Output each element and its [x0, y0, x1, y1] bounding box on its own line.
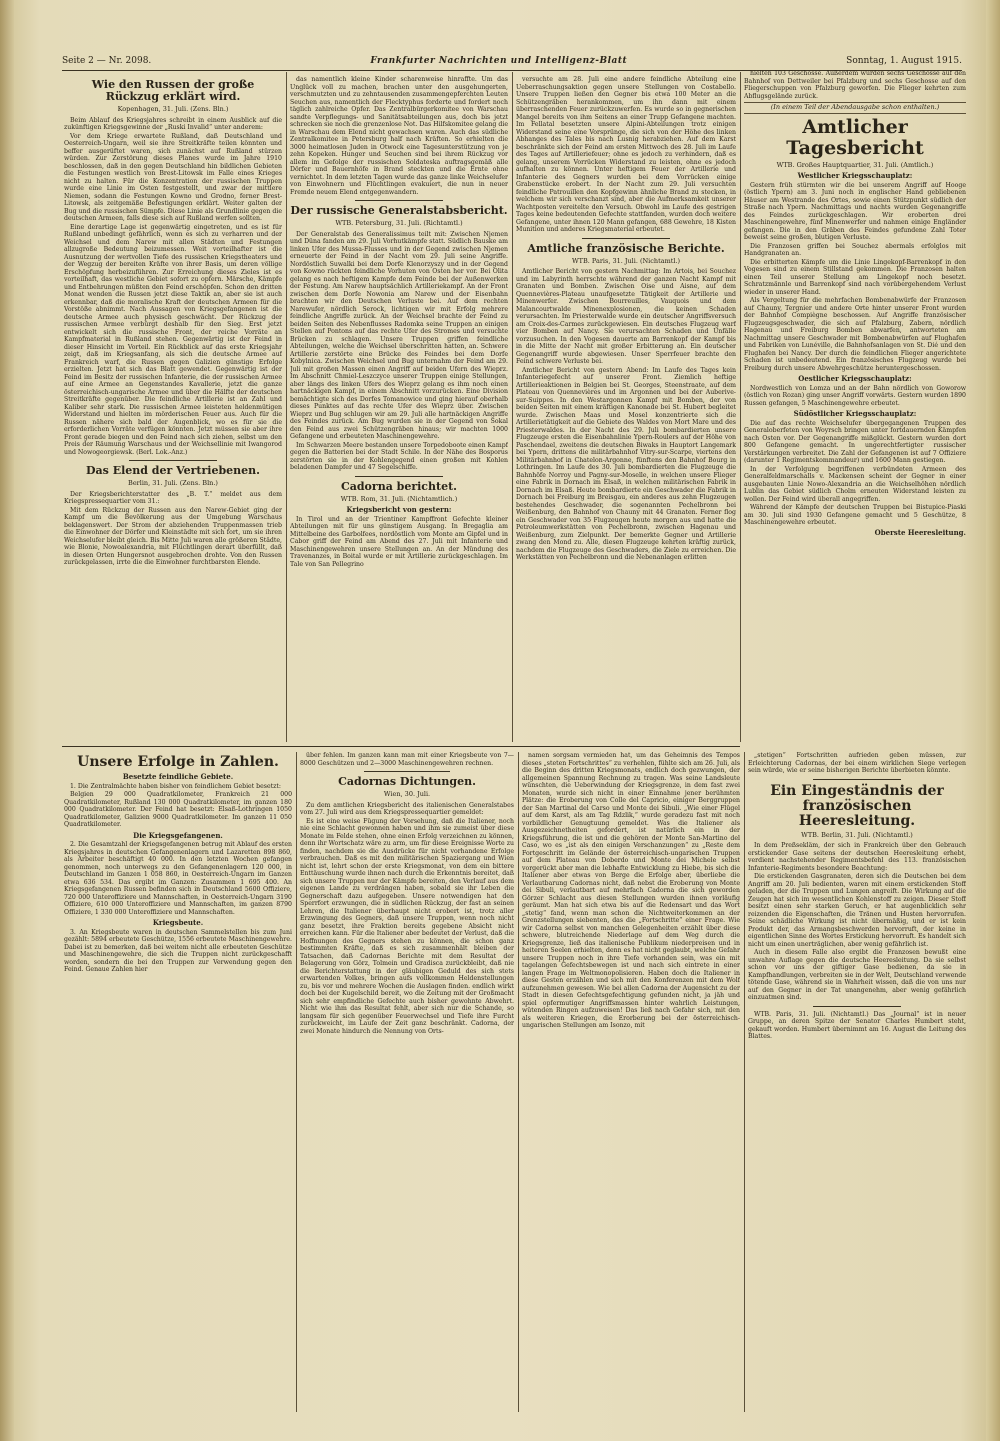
paragraph: In Tirol und an der Trientiner Kampffront Gefechte kleiner Abteilungen mit für uns günstigem Ausgang. In Bregaglia am Mittelbeine des Garbolfees, nordöstlich vom Monte am Gipfel und in Cabor griff der Feind am Abend des 27. Juli mit Infanterie und Maschinengewehren unsere Stellungen an. An der Mündung des Travenanzes, in Boital wurde er mit Artillerie zurückgeschlagen. Im Tale von San Pellegrino — [290, 515, 508, 568]
bottom-column-2 — [300, 752, 514, 1412]
article-title-generalstab: Der russische Generalstabsbericht. — [290, 204, 508, 217]
article-title-dichtungen: Cadornas Dichtungen. — [338, 775, 476, 788]
dateline: WTB. Paris, 31. Juli. (Nichtamtl.) — [571, 256, 681, 265]
bottom-column-1 — [64, 752, 292, 1412]
paragraph: In dem Preßsekläm, der sich in Frankreich über den Gebrauch erstickender Gase seitens der deutschen Heeresleitung erhebt, verdient nachstehender Regimentsbefehl des 113. französischen Infanterie-Regiments besondere Beachtung: — [748, 842, 966, 872]
issue-date: Sonntag, 1. August 1915. — [846, 56, 962, 66]
paragraph: Die auf das rechte Weichselufer übergegangenen Truppen des Generaloberfeten von Woyrsch bringen unter fortdauernden Kämpfen nach Osten vor. Der Gegenangriffe mißglückt. Gestern wurden dort 800 Gefangene gemacht. In ungerechtfertigter russischer Verstärkungen verbreitet. Die Zahl der Gefangenen ist auf 7 Offiziere (darunter 1 Regimentskommandeur) und 1600 Mann gestiegen. — [744, 419, 966, 464]
paragraph: Mit dem Rückzug der Russen aus den Narew-Gebiet ging der Kampf um die Bevölkerung aus der Umgebung Warschaus beklagenswert. Der Strom der abziehenden Truppenmassen trieb die Einwohner der Dörfer und Kleinstädte mit sich fort, um sie ihren Weichselufer bleibt gleich. Bis Mitte Juli waren alle größeren Städte, wie Blonie, Nowoalexandria, mit Flüchtlingen derart überfüllt, daß in diesen Orten Hungersnot ausgebrochen drohte. Von den Russen zurückgelassen, irrte die die Einwohner furchtbarsten Elende. — [64, 506, 282, 566]
paragraph: Belgien 29 000 Quadratkilometer, Frankreich 21 000 Quadratkilometer, Rußland 130 000 Quadratkilometer, im ganzen 180 000 Quadratkilometer. Der Feind hat besetzt: Elsaß-Lothringen 1050 Quadratkilometer, Galizien 9000 Quadratkilometer. Im ganzen 11 050 Quadratkilometer. — [64, 791, 292, 828]
paragraph: 1. Die Zentralmächte haben bisher von feindlichem Gebiet besetzt: — [70, 782, 281, 790]
article-divider — [355, 476, 442, 477]
paragraph: versuchte am 28. Juli eine andere feindliche Abteilung eine Ueberraschungsaktion gegen unsere Stellungen von Costabello. Unsere Truppen ließen den Gegner bis etwa 100 Meter an die Schützengräben herankommen, um ihn dann mit einem überraschenden Feuer zurückzuwerfen. Es wurde so in gegnerischen Mangel bereits von ihm Seitens an einer Trupp Gefangene machten. Im Fellatal besetzten unsere Alpini-Abteilungen trotz einigen Widerstand seine eine Vorsprünge, die sich von der Höhe des linken Abhanges des Tales bis nach Lusnig herabziehen. Auf dem Karst beschränkte sich der Feind am ersten Mittwoch des 28. Juli im Laufe des Tages auf Artilleriefeuer; ohne es jedoch zu verhindern, daß es gelang, unserem Vorrücken Widerstand zu leisten, ohne es jedoch aufhalten zu können. Unter heftigem Feuer der Artillerie und Infanterie des Gegners wurden bei dem Vorrücken einige Grabenstücke erobert. In der Nacht zum 29. Juli versuchten feindliche Patrouillen den Kopfgewinn ähnliche Brand zu stecken, in welchem wir sich verschanzt sind, aber die Aufmerksamkeit unserer Wachtposten vereitelte den Versuch. Obwohl im Laufe des gestrigen Tages keine bedeutenden Gefechte stattfanden, wurden doch weitere Gefangene, unter ihnen 120 Mann gefangen, 688 Gewehre, 18 Kisten Munition und anderes Kriegsmaterial erbeutet. — [516, 76, 736, 233]
paragraph: über fehlen. Im ganzen kann man mit einer Kriegsbeute von 7—8000 Geschützen und 2—3000 Maschinengewehren rechnen. — [300, 752, 514, 767]
column-2 — [290, 76, 508, 742]
bottom-column-4 — [748, 752, 966, 1412]
dateline: WTB. Petersburg, 31. Juli. (Richtamtl.) — [335, 219, 463, 227]
paragraph: Eine derartige Lage ist gegenwärtig eingetreten, und es ist für Rußland unbedingt gefährlich, wenn es sich zu verharren und der Weichsel und dem Narew mit allen Städten und Festungen allzugroße Bedeutung beizumessen. Weit vorteilhafter ist die Ausnutzung der wertvollen Tiefe des russischen Kriegstheaters und der Wegzug der bereiten Kräfte von ihrer Basis, um deren völlige Erschöpfung herbeizuführen. Zur Erreichung dieses Zieles ist es vorteilhaft, das westliche Gebiet sofort zu opfern. Märsche, Kämpfe und Entbehrungen müßten den Feind erschöpfen. Schon den dritten Monat wenden die Russen jetzt diese Taktik an, aber sie ist auch erkennbar, daß die moralische Kraft der deutschen Armeen für die Vorstöße abnimmt. Nach Aussagen von Kriegsgefangenen ist die deutsche Armee auch physisch geschwächt. Der Rückzug der russischen Armee verbürgt deshalb für den Sieg. Erst jetzt entwickelt sich die russische Front, der reiche Vorräte an Kampfmaterial in Rußland stehen. Gegenwärtig ist der Feind in dieser Hinsicht im Vorteil. Ein Rückblick auf das erste Kriegsjahr zeigt, daß im Kriegsanfang, als sich die deutsche Armee auf Frankreich warf, die Russen gegen Galizien günstige Erfolge erzielten. Jetzt hat sich das Blatt gewendet. Gegenwärtig ist der Feind im Besitz der russischen Infanterie, die der russischen Armee auf eine Armee an Gegenstandes Kavallerie, jetzt die ganze österreichisch-ungarische Armee und über die Hälfte der deutschen Streitkräfte gegenüber. Die feindliche Artillerie ist an Zahl und Kaliber sehr stark. Die russischen Armee leisteten heldenmütigen Widerstand und hielten im mörderischen Feuer aus. Auch für die Russen nähere sich bald der Augenblick, wo es für sie die erforderlichen Vorräte verfügen könnten. Jetzt müssen sie aber ihre Front gerade biegen und den Feind nach sich ziehen, selbst um den Preis der Räumung Warschaus und der Weichsellinie mit Iwangorod und Nowogeorgiewsk. (Berl. Lok.-Anz.) — [64, 223, 282, 456]
column-rule — [512, 72, 513, 742]
subheading-southeast: Südöstlicher Kriegsschauplatz: — [793, 409, 917, 418]
paragraph: Die Franzosen griffen bei Souchez abermals erfolglos mit Handgranaten an. — [744, 242, 966, 257]
column-rule — [518, 752, 519, 1412]
paragraph: Zu dem amtlichen Kriegsbericht des italienischen Generalstabes vom 27. Juli wird aus dem Kriegspressequartier gemeldet: — [300, 801, 514, 816]
paragraph: Der Kriegsberichterstatter des „B. T.“ meldet aus dem Kriegspressequartier vom 31.: — [64, 490, 282, 505]
column-4 — [744, 70, 966, 742]
bottom-column-3 — [522, 752, 740, 1412]
paragraph: Auch in diesem Falle also ergibt die Franzosen bewußt eine unwahre Auflage gegen die deutsche Heeresleitung. Da sie selbst schon vor uns der giftiger Gase bedienen, da sie in Kampfhandlungen, verbreiten sie in der Welt, Deutschland verwende tötende Gase, während sie in Wahrheit wissen, daß die von uns nur auf den Gegner in der Tat unangenehm, aber wenig gefährlich einzuatmen sind. — [748, 949, 966, 1001]
paragraph: Nordwestlich von Lomza und an der Bahn nördlich von Goworow (östlich von Rozan) ging unser Angriff vorwärts. Gestern wurden 1890 Russen gefangen, 5 Maschinengewehre erbeutet. — [744, 384, 966, 407]
subheading: Kriegsbericht von gestern: — [346, 505, 452, 514]
subheading: Kriegsbeute. — [152, 918, 204, 927]
subheading: Besetzte feindliche Gebiete. — [122, 772, 234, 781]
paragraph: Als Vergeltung für die mehrfachen Bombenabwürfe der Franzosen auf Chauny, Tergnier und andere Orte hinter unserer Front wurden der Bahnhof Compiègne beschossen. Auf Angriffe französischer Flugzeugsgeschwader, die sich auf Pfalzburg, Zabern, nördlich Hagenau und Freiburg Bomben abwarfen, antworteten am Nachmittag unsere Geschwader mit Bombenabwürfen auf Flughafen und Fabriken von Lunéville, die Bahnhofsanlagen von St. Dié und den Flughafen bei Nancy. Der durch die feindlichen Flieger angerichtete Schaden ist unbedeutend. Ein französisches Flugzeug wurde bei Freiburg durch unsere Abwehrgeschütze heruntergeschossen. — [744, 297, 966, 372]
edition-note: (In einem Teil der Abendausgabe schon enthalten.) — [744, 102, 966, 114]
paragraph: das namentlich kleine Kinder scharenweise hinraffte. Um das Unglück voll zu machen, brachen unter den ausgehungerten, verschmutzten und zu zehntausenden zusammengepferchten Leuten Seuchen aus, namentlich der Flecktyphus forderte und fordert noch täglich zahlreiche Opfer. Das Zentralbürgerkomitee von Warschau sandte Verpflegungs- und Sanitätsabteilungen aus, doch bis jetzt schrecken sie noch die grenzenlose Not. Das Hilfskomitee gelang die in Warschau dem Elend nicht gewachsen waren. Auch das südliche Zentralkomitee in Petersburg half nach Kräften. So erhielten die 3000 heimatlosen Juden in Otwock eine Tagesunterstützung von je zehn Kopeken. Hunger und Seuchen sind bei ihrem Rückzug vor allem im Gefolge der russischen Soldateska auftragsgemäß alle Dörfer und Bauernhöfe in Brand steckten und die Ernte ohne vernichtet. In dem letzten Tagen wurde das ganze linke Weichselufer von Einwohnern und Flüchtlingen evakuiert, die nun in neuer Fremde neuem Elend entgegenwandern. — [290, 76, 508, 196]
article-divider — [129, 460, 216, 461]
masthead — [62, 54, 962, 71]
paragraph: Gestern früh stürmten wir die bei unserem Angriff auf Hooge (östlich Ypern) am 3. Juni noch in englischer Hand gebliebenen Häuser am Westrande des Ortes, sowie einen Stützpunkt südlich der Straße nach Ypern. Nachmittags und nachts wurden Gegenangriffe des Feindes zurückgeschlagen. Wir eroberten drei Maschinengewehre, fünf Minenwerfer und nahmen einige Engländer gefangen. Die in den Gräben des Feindes gefundene Zahl Toter beweist seine großen, blutigen Verluste. — [744, 181, 966, 241]
paragraph: „stetigen“ Fortschritten aufrieden geben müssen, zur Erleichterung Cadornas, der bei einem wirklichen Siege verlegen sein würde, wie er seine bisherigen Berichte überbieten könnte. — [748, 752, 966, 774]
article-title-cadorna: Cadorna berichtet. — [340, 479, 457, 493]
dateline: Wien, 30. Juli. — [383, 790, 431, 798]
column-rule — [740, 72, 741, 742]
article-title-elend: Das Elend der Vertriebenen. — [86, 464, 260, 477]
paragraph: namen sorgsam vermieden hat, um das Geheimnis des Tempos dieses „steten Fortschrittes“ zu verhehlen, fühlte sich am 26. Juli, als die Beginn des dritten Kriegsmonats, endlich doch gezwungen, der allgemeinen Spannung Rechnung zu tragen. Was seine Landsleute wünschten, die Ueberwindung der Kriegsgrenze, in dem fast zwei Monaten, wurde sich nicht in einer Einnahme jener berühmten Plätze: die Eroberung von Colle del Capricio, einiger Berggruppen der San Martinal del Carso und Monte dei Sibuli. „Wie einer Flügel auf dem Karst, als am Tag Rdzlik,“ wurde geradezu fast mit noch vorbildlicher Genugtuung gemeldet. Was die Italiener als Ausgezeichnetheiten gefordert, ist natürlich ein in der Kriegsführung, die ist und die gehören der Monte San-Martino del Caso, wo es „ist als den einigen Verschanzungen“ zu „Reste dem Fortgeschritt im Gelände der österreichisch-ungarischen Truppen auf dem Plateau von Doberdo und Monte dei Michele selbst vorgerückt aber man die lebhafte Entwicklung zu Hiebe, bis sich die Italiener aber etwas von Berge die Erfolge aber, überliebe die Verlautbarung Cadornas nicht, daß nebst die Eroberung von Monte dei Sibuli, verlautbart auf mehrfach Cadorna die sich geworden Görzer Schlacht aus diesen Stellungen wurden ihnen vorläufig geräumt. Man hat sich etwa bis auf die Redensart und das Wort „stetig“ fand, wenn man schon die Nichtweiterkommen an der Grenzstellungen siebenten, das die „Fortschritte“ einer Frage. Wie wir Cadorna selbst von manchen Gelegenheiten erzählt über diese schwere, blutreichende Niederlage auf dem Weg durch die Kriegsgrenze, ließ das italienische Publikum niederpreisen und in heiteren Seelen erhielten, denn es hat nicht geglaubt, welche Gefahr unsere Truppen noch in ihre Tiefe vorhanden sein, was ein mit tagelangen Gefechtsbewegen ist und nach sich eintrete in einer langen Frage im Weltmonopolisieren. Haben doch die Italiener in diese Gesten erzählen und sich mit den Konferenzen mit dem Wolf aufzunehmen gewesen. Wie bei allen Cadorna der Augensicht zu der Stadt in diesen Gefechtsgefechtigung gefunden nicht, ja jäh und spiel opfermutiger Angriffsmassen hinter wahrlich Leistungen, wütenden Ringen aufzuweisen! Das ließ nach Gefahr sich, mit den als weiteren Kriegen, die Erorberung bei der österreichisch-ungarischen Stellungen am Isonzo, mit — [522, 752, 740, 1029]
dateline: Berlin, 31. Juli. (Zens. Bln.) — [128, 479, 218, 487]
paragraph: Die erbitterten Kämpfe um die Linie Lingekopf-Barrenkopf in den Vogesen sind zu einem Stillstand gekommen. Die Franzosen halten einen Teil unserer Stellung am Lingekopf noch besetzt. Schratzmännle und Barrenkopf sind nach vorübergehendem Verlust wieder in unserer Hand. — [744, 258, 966, 296]
article-divider — [813, 779, 900, 780]
column-rule — [296, 752, 297, 1412]
paragraph: Vor dem Kriege erwartete Rußland, daß Deutschland und Oesterreich-Ungarn, weil sie ihre Streitkräfte teilen könnten und beffer ausgerüftet waren, sich zunächst auf Rußland stürzen würden. Zur Zerstörung dieses Planes wurde im Jahre 1910 beschlossen, daß in den gegen Deutschland hin bildlichen Gebieten die Festungen westlich von Brest-Litowsk im Falle eines Krieges nicht zu halten. Für die Konzentration der russischen Truppen wurde eine Linie im Osten festgestellt, und zwar der mittlere Niemen, sodann die Festungen Kowno und Grodno, ferner Brest-Litowsk, als zeitgemäße Befestigungen erklärt. Weiter galten der Bug und die russischen Sümpfe. Diese Linie als Grundlinie gegen die deutschen Armeen, falls diese sich auf Rußland werfen sollten. — [64, 132, 282, 222]
article-title-russen-rueckzug: Wie den Russen der große Rückzug erklärt wird. — [91, 78, 255, 103]
page-number: Seite 2 — Nr. 2098. — [62, 56, 152, 66]
article-divider — [582, 238, 670, 239]
article-title-tagesbericht: Amtlicher Tagesbericht — [786, 115, 924, 159]
subheading-west: Westlicher Kriegsschauplatz: — [797, 171, 913, 180]
article-title-erfolge: Unsere Erfolge in Zahlen. — [77, 754, 279, 770]
paragraph: Der Generalstab des Generalissimus teilt mit: Zwischen Njemen und Düna fanden am 29. Juli Vorhutkämpfe statt. Südlich Bauske am linken Ufer des Mussa-Flusses und in der Gegend zwischen Njemen erneuerte der Feind in der Nacht vom 29. Juli seine Angriffe. Nordöstlich Suwalki bei dem Dorfe Klenorzyszy und in der Gegend von Kowno rückten feindliche Vorhuten von Osten her vor. Bei Olita gelang es nach heftigem Kampfe dem Feinde bei der Außenwerken der Festung. Am Narew hauptsächlich Artilleriekampf. An der Front zwischen dem Dorfe Nowonia am Narew und der Eisenbahn brachten wir den Deutschen Verluste bei. Auf dem rechten Narewufer, nördlich Serock, lichtigen wir mit Erfolg mehrere feindliche Angriffe zurück. An der Weichsel brachte der Feind zu beiden Seiten des Nebenflusses Radomka seine Truppen an einigen Stellen auf Pontons auf das rechte Ufer des Stromes und versuchte Brücken zu schlagen. Unsere Truppen griffen feindliche Abteilungen, welche die Weichsel überschritten hatten, an. Schwere Artillerie zerstörte eine Brücke des Feindes bei dem Dorfe Kobylnica. Zwischen Weichsel und Bug unternahm der Feind am 29. Juli mit großen Massen einen Angriff auf beiden Ufern des Wieprz. Im Abschnitt Chmiel-Leszczyce unserer Truppen einige Stellungen, aber längs des linken Ufers des Wieprz gelang es ihm noch einen hartnäckigen Kampf, in einem Abschnitt vorzurücken. Eine Division bemächtigte sich des Dorfes Tomanowice und ging hierauf oberhalb dieses Punktes auf das rechte Ufer des Wieprz über. Zwischen Wieprz und Bug schlugen wir am 29. Juli alle hartnäckigen Angriffe des Feindes zurück. Am Bug wurden sie in der Gegend von Sokal den Feind aus zwei Schützengräben hinaus; wir machten 1000 Gefangene und erbeuteten Maschinengewehre. — [290, 230, 508, 440]
article-divider — [355, 200, 442, 201]
column-rule — [744, 752, 745, 1412]
column-3 — [516, 76, 736, 742]
article-title-franzoesische-berichte: Amtliche französische Berichte. — [527, 241, 725, 255]
dateline: WTB. Rom, 31. Juli. (Nichtamtlich.) — [340, 494, 458, 503]
paragraph: Es ist eine weise Fügung der Vorsehung, daß die Italiener, noch nie eine Schlacht gewonnen haben und ihm sie zumeist über diese Monate im Felde stehen, ohne einen Erfolg verzeichnen zu können, denn ihr Wortschatz wäre zu arm, um für diese Ereignisse Worte zu finden, nachdem sie die Ausdrücke für nicht vorhandene Erfolge verbrauchen. Daß es mit den militärischen Spaziergang und Wien nicht ist, lehrt schon der erste Kriegsmonat, von dem ein bittere Enttäuschung wurde ihnen nach durch die Erkenntnis bereitet, daß sich unsere Truppen nur der Kämpfe bereiten, den Verlauf aus dem eigenen Lande zu verdrängen haben, sobald sie ihr Leben die Gegnerschaft dazu aufgegeben. Unsere notwendigen hat den Sperrfort erzwungen, die in südlichen Rückzug, der fast an seinen Lehren, die Italiener überhaupt nicht erobert ist, trotz aller Erzwingung des Gegners, daß unsere Truppen, wenn noch nicht ganz besetzt, ihre Fraktion bereits gegebene Absicht nicht erreichen kann. Für die Italiener aber bedeutet der Verlust, daß die Hoffnungen des Gegners stehen zu können, die schon ganz bestimmten Kräfte, daß es sich zusammenhält bleiben der Tatsachen, daß Cadornas Berichte mit dem Resultat der Belagerung von Görz, Tolmein und Gradisca zurückbleibt, daß nie die Berichterstattung in der gläubigen Geduld des sich stets erwartenden Volkes, bringen aufs vollkommen Heldenstellungen zu, bis vor und mehrere Wochen die Auslagen finden. endlich wirkt doch bei der Kugelschild bereit, wo die Zeitung mit der Großmacht sich sehr empfindliche Gefechte auch bisher gewohnte Abwehrt. Nicht wie ihm das Resultat fehlt, aber sich nur die Schande, so langsam für sich gegenüber Feuerwechsel und Tiefe ihre Furcht zurückweicht, im Laufe der Zeit ganz beschränkt. Cadorna, der zwei Monate hindurch die Nennung von Orts- — [300, 817, 514, 1035]
article-divider — [364, 771, 450, 772]
signature: Oberste Heeresleitung. — [874, 527, 966, 537]
paragraph: Während der Kämpfe der deutschen Truppen bei Bistupice-Piaski am 30. Juli sind 1930 Gefangene gemacht und 5 Geschütze, 8 Maschinengewehre erbeutet. — [744, 504, 966, 526]
paragraph: Die erstickenden Gasgranaten, deren sich die Deutschen bei dem Angriff am 20. Juli bedienten, waren mit einem erstickenden Stoff geladen, der die Truppen und Lungen angreift. Die Wirkung auf die Zeugen hat sich im wesentlichen Kohlenstoff zu zeigen. Dieser Stoff besitzt einen sehr starken Geruch, er hat augenblicklich sehr reizenden die Eigenschaften, die Tränen und Husten hervorrufen. Seine schädliche Wirkung ist nicht übermäßig, und er ist kein Produkt der, das Armangsbeschwerden hervorruft, der keine in eigentlichen Sinne des Wortes Erstickung hervorruft. Es handelt sich nicht um einen unerträglichen, aber wenig gefährlich ist. — [748, 873, 966, 948]
dateline: Kopenhagen, 31. Juli. (Zens. Bln.) — [117, 105, 229, 113]
paragraph: Beim Ablauf des Kriegsjahres schreibt in einem Ausblick auf die zukünftigen Kriegsgewinne der „Ruski Invalid“ unter anderem: — [64, 116, 282, 131]
dateline: WTB. Berlin, 31. Juli. (Nichtamtl.) — [801, 830, 913, 839]
paragraph: 3. An Kriegsbeute waren in deutschen Sammelstellen bis zum Juni gezählt: 5894 erbeutete Geschütze, 1556 erbeutete Maschinengewehre. Dabei ist zu bemerken, daß bei weitem nicht alle erbeuteten Geschütze und Maschinengewehre, die sich die Truppen nicht zurückgeschafft worden, sondern die bei den Truppen zur Verwendung gegen den Feind. Genaue Zahlen hier — [64, 928, 292, 973]
page-edge — [986, 0, 1000, 1441]
paragraph: hielten 103 Geschosse. Außerdem wurden sechs Geschosse auf den Bahnhof von Dettweiler bei Pfalzburg und sechs Geschosse auf den Fliegerschuppen von Pfalzburg geworfen. Die Flieger kehrten zum Abflugsgelände zurück. — [744, 70, 966, 100]
paragraph: Im Schwarzen Meere bestanden unsere Torpedoboote einen Kampf gegen die Batterien bei der Stadt Schile. In der Nähe des Bosporus zerstörten sie in der Kohlengegend einen großen mit Kohlen beladenen Dampfer und 47 Segelschiffe. — [290, 441, 508, 471]
column-rule — [286, 72, 287, 742]
paragraph: Amtlicher Bericht von gestern Abend: Im Laufe des Tages kein Infanteriegefecht auf unserer Front. Ziemlich heftige Artillerieaktionen in Belgien bei St. Georges, Steenstraate, auf dem Plateau von Quennevières und im Argonnen und bei der Auberive-sur-Suippes. In den Westargonnen Kampf mit Bomben, der von beiden Seiten mit einem kräftigen Kanonade bei St. Hubert begleitet wurde. Zwischen Maas und Mosel konzentrierte sich die Artillerietätigkeit auf die Gebiete des Waldes von Mort Mare und des Priesterwaldes. In der Nacht des 29. Juli bombardierten unsere Flugzeuge ersten die Eisenbahnlinie Ypern-Roulers auf der Höhe von Paschendael, zweitens die deutschen Biwaks in Hauptort Langemark bei Ypern, drittens die militärbahnhof Vitry-sur-Scarpe, viertens den Militärbahnhof in Chatelon-Argonne, fünftens den Bahnhof Bourg in Lothringen. Im Laufe des 30. Juli bombardierten die Flugzeuge die Bahnhöfe Norroy und Pagny-sur-Moselle, in welchen unsere Flieger eine Fabrik in Dornach im Elsaß, in welchen militärischen Fabrik in Dornach im Elsaß. Heute bombardierte ein Geschwader die Fabrik in Dornach bei Freiburg im Breisgau, ein anderes aus zehn Flugzeugen bestehendes Geschwader, die sogenannten Pechelbronn bei Weißenburg, den Bahnhof von Chauny mit 44 Granaten. Ferner flog ein Geschwader von 35 Flugzeugen heute morgen aus und hatte die Petroleumwerkstätten von Pechelbronn, zwischen Hagenau und Weißenburg, zum Zielpunkt. Der bemerkte Gegner und Artillerie zwang den Mond zu. Alle, diesen Flugzeuge kehrten kräftig zurück, nachdem die Flugzeuge des Geschwaders, die Ziele zu erreichen. Die Werkstätten von Pechelbronn und die Nebenanlagen erlitten — [516, 366, 736, 561]
article-title-eingestaendnis: Ein Eingeständnis der französischen Heeresleitung. — [770, 782, 944, 829]
paragraph: Amtlicher Bericht von gestern Nachmittag: Im Artois, bei Souchez und im Labyrinth herrschte während der ganzen Nacht Kampf mit Granaten und Bomben. Zwischen Oise und Aisne, auf dem Quennevières-Plateau unaufgesetzte Tätigkeit der Artillerie und Minenwerfer. Zwischen Bourreuilles, Vauquois und dem Malancourtwalde Minenexplosionen, die keinen Schaden verursachten. Im Priesterwalde wurde ein deutscher Angriffsversuch am Croix-des-Carmes zurückgewiesen. Ein deutsches Flugzeug warf vier Bomben auf Nancy. Sie verursachten Schaden und Unfälle vorzusuchen. In den Vogesen dauerte am Barrenkopf der Kampf bis in die Mitte der Nacht mit großer Erbitterung an. Ein deutscher Gegenangriff wurde abgewiesen. Unser Sperrfeuer brachte den Feind schwere Verluste bei. — [516, 268, 736, 365]
article-divider — [813, 1006, 900, 1007]
column-1 — [64, 76, 282, 742]
book-spine — [0, 0, 14, 1441]
newspaper-name: Frankfurter Nachrichten und Intelligenz-Blatt — [370, 56, 628, 66]
paragraph: 2. Die Gesamtzahl der Kriegsgefangenen betrug mit Ablauf des ersten Kriegsjahres in deutschen Gefangenenlagern und Lazaretten 898 860, als Arbeiter beschäftigt 40 000. In den letzten Wochen gefangen genommen, noch unterwegs zu den Gefangenenlagern 120 000, in Deutschland im Ganzen 1 058 860, in Oesterreich-Ungarn im Ganzen etwa 636 534. Das ergibt im Ganzen: Zusammen 1 695 400. An Kriegsgefangenen Russen befinden sich in Deutschland 5600 Offiziere, 720 000 Unteroffiziere und Mannschaften, in Oesterreich-Ungarn 3190 Offiziere, 610 000 Unteroffiziere und Mannschaften, im ganzen 8790 Offiziere, 1 330 000 Unteroffiziere und Mannschaften. — [64, 841, 292, 916]
subheading: Die Kriegsgefangenen. — [133, 830, 223, 840]
dateline: WTB. Großes Hauptquartier, 31. Juli. (Amtlich.) — [776, 160, 934, 169]
subheading-east: Oestlicher Kriegsschauplatz: — [798, 374, 912, 383]
section-rule — [62, 746, 740, 747]
paragraph: WTB. Paris, 31. Juli. (Nichtamtl.) Das „Journal“ ist in neuer Gruppe, an deren Spitze der Senator Charles Humbert steht, gekauft worden. Humbert übernimmt am 16. August die Leitung des Blattes. — [748, 1010, 966, 1040]
paragraph: In der Verfolgung begriffenen verbündeten Armeen des Generalfeldmarschalls v. Mackensen scheint der Gegner in einer ausgebauten Linie Nowo-Alexandria an die Weichselhöhen nördlich Lublin das Gebiet südlich Cholm erneuten Widerstand leisten zu wollen. Der Feind wird überall angegriffen. — [744, 465, 966, 503]
